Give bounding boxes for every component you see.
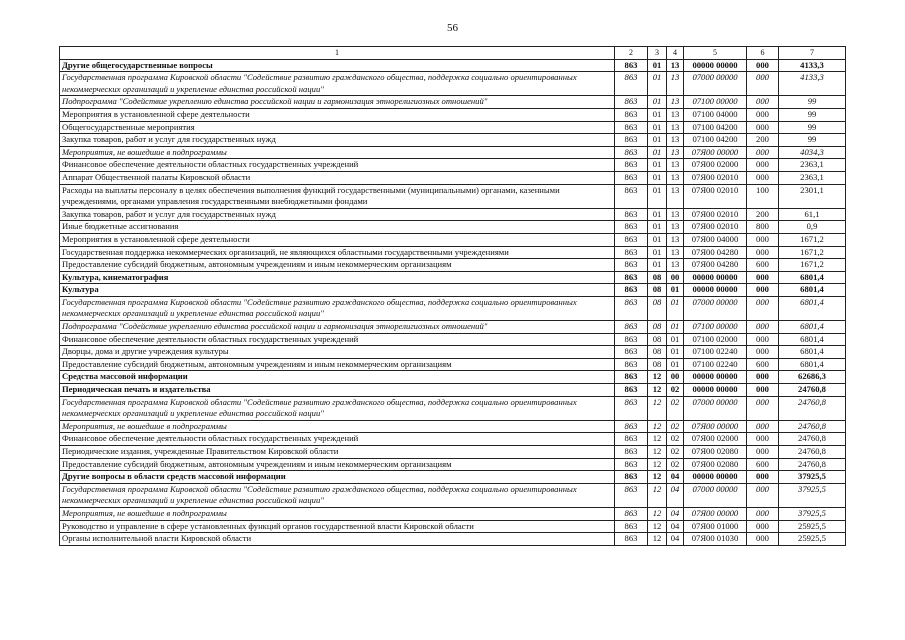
row-section-code: 12	[648, 471, 667, 484]
row-subsection-code: 01	[667, 333, 684, 346]
row-target-code: 00000 00000	[684, 59, 747, 72]
row-subsection-code: 02	[667, 384, 684, 397]
row-admin-code: 863	[615, 108, 648, 121]
row-section-code: 01	[648, 233, 667, 246]
table-row	[60, 171, 846, 184]
row-admin-code: 863	[615, 384, 648, 397]
row-amount: 37925,5	[779, 507, 846, 520]
row-subsection-code: 13	[667, 233, 684, 246]
col-header-7: 7	[779, 47, 846, 60]
page-number: 56	[447, 22, 458, 34]
row-target-code: 07Я00 01030	[684, 533, 747, 546]
row-name-cell: Государственная поддержка некоммерческих организаций, не являющихся областными государственными учреждениями	[60, 246, 615, 259]
row-section-code: 01	[648, 246, 667, 259]
row-target-code: 00000 00000	[684, 271, 747, 284]
row-section-code: 08	[648, 321, 667, 334]
row-admin-code: 863	[615, 284, 648, 297]
row-expense-type: 000	[747, 246, 779, 259]
row-name-cell: Подпрограмма "Содействие укреплению единства российской нации и гармонизация этнорелигиозных отношений"	[60, 96, 615, 109]
row-subsection-code: 13	[667, 134, 684, 147]
row-amount: 25925,5	[779, 533, 846, 546]
row-admin-code: 863	[615, 146, 648, 159]
row-amount: 62686,3	[779, 371, 846, 384]
row-target-code: 07Я00 04280	[684, 259, 747, 272]
row-subsection-code: 02	[667, 420, 684, 433]
row-target-code: 07000 00000	[684, 296, 747, 320]
row-name-cell: Подпрограмма "Содействие укреплению единства российской нации и гармонизация этнорелигиозных отношений"	[60, 321, 615, 334]
row-subsection-code: 13	[667, 96, 684, 109]
row-amount: 1671,2	[779, 246, 846, 259]
row-expense-type: 000	[747, 233, 779, 246]
table-row	[60, 433, 846, 446]
row-subsection-code: 01	[667, 358, 684, 371]
row-section-code: 01	[648, 171, 667, 184]
row-admin-code: 863	[615, 507, 648, 520]
row-admin-code: 863	[615, 246, 648, 259]
table-row	[60, 371, 846, 384]
row-target-code: 07Я00 02010	[684, 221, 747, 234]
row-expense-type: 000	[747, 296, 779, 320]
row-expense-type: 000	[747, 371, 779, 384]
row-name-cell: Расходы на выплаты персоналу в целях обеспечения выполнения функций государственными (муниципальными) органами, казенными учреждениями, органами управления государственными внебюджетными фондами	[60, 184, 615, 208]
row-section-code: 01	[648, 146, 667, 159]
row-section-code: 01	[648, 121, 667, 134]
table-row	[60, 296, 846, 320]
row-amount: 24760,8	[779, 458, 846, 471]
row-subsection-code: 13	[667, 146, 684, 159]
row-name-cell: Государственная программа Кировской области "Содействие развитию гражданского общества, поддержка социально ориентированных некоммерческих организаций и укрепление единства российской нации"	[60, 72, 615, 96]
col-header-3: 3	[648, 47, 667, 60]
row-admin-code: 863	[615, 96, 648, 109]
row-section-code: 08	[648, 358, 667, 371]
col-header-2: 2	[615, 47, 648, 60]
row-expense-type: 000	[747, 121, 779, 134]
row-admin-code: 863	[615, 233, 648, 246]
row-amount: 1671,2	[779, 233, 846, 246]
row-name-cell: Финансовое обеспечение деятельности областных государственных учреждений	[60, 333, 615, 346]
row-section-code: 01	[648, 108, 667, 121]
row-name-cell: Другие общегосударственные вопросы	[60, 59, 615, 72]
col-header-4: 4	[667, 47, 684, 60]
row-admin-code: 863	[615, 533, 648, 546]
row-name-cell: Культура, кинематография	[60, 271, 615, 284]
row-amount: 4034,3	[779, 146, 846, 159]
row-target-code: 07Я00 00000	[684, 507, 747, 520]
row-subsection-code: 01	[667, 284, 684, 297]
row-expense-type: 000	[747, 271, 779, 284]
row-subsection-code: 13	[667, 246, 684, 259]
row-section-code: 12	[648, 396, 667, 420]
table-row	[60, 507, 846, 520]
row-section-code: 12	[648, 420, 667, 433]
row-admin-code: 863	[615, 371, 648, 384]
row-expense-type: 000	[747, 396, 779, 420]
row-section-code: 12	[648, 533, 667, 546]
row-amount: 4133,3	[779, 72, 846, 96]
row-amount: 24760,8	[779, 433, 846, 446]
row-subsection-code: 04	[667, 471, 684, 484]
row-target-code: 07Я00 01000	[684, 520, 747, 533]
row-admin-code: 863	[615, 171, 648, 184]
row-subsection-code: 02	[667, 446, 684, 459]
row-subsection-code: 04	[667, 483, 684, 507]
row-name-cell: Предоставление субсидий бюджетным, автономным учреждениям и иным некоммерческим организациям	[60, 259, 615, 272]
row-section-code: 12	[648, 433, 667, 446]
row-section-code: 12	[648, 384, 667, 397]
row-amount: 6801,4	[779, 321, 846, 334]
row-name-cell: Руководство и управление в сфере установленных функций органов государственной власти Кировской области	[60, 520, 615, 533]
row-expense-type: 000	[747, 59, 779, 72]
row-expense-type: 000	[747, 321, 779, 334]
table-row	[60, 458, 846, 471]
row-admin-code: 863	[615, 59, 648, 72]
row-amount: 37925,5	[779, 483, 846, 507]
row-expense-type: 000	[747, 446, 779, 459]
row-target-code: 00000 00000	[684, 384, 747, 397]
row-name-cell: Аппарат Общественной палаты Кировской области	[60, 171, 615, 184]
row-section-code: 08	[648, 296, 667, 320]
row-name-cell: Закупка товаров, работ и услуг для государственных нужд	[60, 134, 615, 147]
row-amount: 2363,1	[779, 159, 846, 172]
table-row	[60, 121, 846, 134]
table-row	[60, 346, 846, 359]
row-admin-code: 863	[615, 259, 648, 272]
row-target-code: 07000 00000	[684, 396, 747, 420]
row-subsection-code: 13	[667, 59, 684, 72]
table-row	[60, 483, 846, 507]
row-admin-code: 863	[615, 346, 648, 359]
row-admin-code: 863	[615, 433, 648, 446]
row-amount: 24760,8	[779, 396, 846, 420]
row-expense-type: 200	[747, 134, 779, 147]
row-name-cell: Средства массовой информации	[60, 371, 615, 384]
row-amount: 99	[779, 108, 846, 121]
row-amount: 99	[779, 134, 846, 147]
row-target-code: 07Я00 02080	[684, 446, 747, 459]
row-target-code: 00000 00000	[684, 284, 747, 297]
table-row	[60, 358, 846, 371]
row-target-code: 07100 02240	[684, 358, 747, 371]
row-name-cell: Органы исполнительной власти Кировской области	[60, 533, 615, 546]
table-row	[60, 284, 846, 297]
row-name-cell: Государственная программа Кировской области "Содействие развитию гражданского общества, поддержка социально ориентированных некоммерческих организаций и укрепление единства российской нации"	[60, 396, 615, 420]
table-row	[60, 321, 846, 334]
row-target-code: 07Я00 00000	[684, 420, 747, 433]
row-expense-type: 000	[747, 333, 779, 346]
row-expense-type: 000	[747, 507, 779, 520]
row-target-code: 07Я00 02010	[684, 184, 747, 208]
row-amount: 24760,8	[779, 384, 846, 397]
row-expense-type: 000	[747, 146, 779, 159]
row-name-cell: Предоставление субсидий бюджетным, автономным учреждениям и иным некоммерческим организациям	[60, 358, 615, 371]
row-expense-type: 000	[747, 433, 779, 446]
row-target-code: 07100 02000	[684, 333, 747, 346]
row-subsection-code: 13	[667, 259, 684, 272]
row-expense-type: 000	[747, 384, 779, 397]
row-admin-code: 863	[615, 221, 648, 234]
row-subsection-code: 01	[667, 321, 684, 334]
row-target-code: 07100 00000	[684, 96, 747, 109]
row-name-cell: Мероприятия в установленной сфере деятельности	[60, 108, 615, 121]
row-name-cell: Мероприятия, не вошедшие в подпрограммы	[60, 420, 615, 433]
row-amount: 37925,5	[779, 471, 846, 484]
row-subsection-code: 00	[667, 271, 684, 284]
row-target-code: 07Я00 04280	[684, 246, 747, 259]
row-amount: 99	[779, 121, 846, 134]
row-target-code: 00000 00000	[684, 471, 747, 484]
table-row	[60, 72, 846, 96]
row-target-code: 07Я00 04000	[684, 233, 747, 246]
row-name-cell: Государственная программа Кировской области "Содействие развитию гражданского общества, поддержка социально ориентированных некоммерческих организаций и укрепление единства российской нации"	[60, 296, 615, 320]
table-row	[60, 208, 846, 221]
row-admin-code: 863	[615, 296, 648, 320]
row-expense-type: 600	[747, 358, 779, 371]
row-section-code: 12	[648, 371, 667, 384]
row-expense-type: 000	[747, 471, 779, 484]
row-admin-code: 863	[615, 358, 648, 371]
row-subsection-code: 01	[667, 296, 684, 320]
row-subsection-code: 02	[667, 433, 684, 446]
row-target-code: 07Я00 02010	[684, 208, 747, 221]
row-section-code: 08	[648, 271, 667, 284]
row-admin-code: 863	[615, 458, 648, 471]
row-amount: 2301,1	[779, 184, 846, 208]
row-section-code: 12	[648, 520, 667, 533]
row-admin-code: 863	[615, 396, 648, 420]
row-amount: 24760,8	[779, 446, 846, 459]
budget-table	[59, 46, 846, 546]
row-target-code: 07000 00000	[684, 72, 747, 96]
row-name-cell: Иные бюджетные ассигнования	[60, 221, 615, 234]
col-header-1: 1	[60, 47, 615, 60]
row-subsection-code: 13	[667, 171, 684, 184]
row-admin-code: 863	[615, 208, 648, 221]
row-section-code: 08	[648, 333, 667, 346]
table-row	[60, 134, 846, 147]
row-name-cell: Финансовое обеспечение деятельности областных государственных учреждений	[60, 433, 615, 446]
row-amount: 6801,4	[779, 346, 846, 359]
row-subsection-code: 00	[667, 371, 684, 384]
row-subsection-code: 13	[667, 121, 684, 134]
row-name-cell: Другие вопросы в области средств массовой информации	[60, 471, 615, 484]
row-admin-code: 863	[615, 159, 648, 172]
table-row	[60, 108, 846, 121]
row-name-cell: Общегосударственные мероприятия	[60, 121, 615, 134]
row-amount: 25925,5	[779, 520, 846, 533]
row-expense-type: 000	[747, 533, 779, 546]
col-header-6: 6	[747, 47, 779, 60]
row-amount: 6801,4	[779, 284, 846, 297]
row-section-code: 12	[648, 483, 667, 507]
row-target-code: 07Я00 02010	[684, 171, 747, 184]
row-expense-type: 800	[747, 221, 779, 234]
row-section-code: 01	[648, 259, 667, 272]
row-subsection-code: 04	[667, 520, 684, 533]
table-row	[60, 221, 846, 234]
row-section-code: 01	[648, 208, 667, 221]
row-expense-type: 100	[747, 184, 779, 208]
row-amount: 61,1	[779, 208, 846, 221]
table-row	[60, 233, 846, 246]
row-name-cell: Мероприятия, не вошедшие в подпрограммы	[60, 507, 615, 520]
row-target-code: 07Я00 02080	[684, 458, 747, 471]
row-amount: 24760,8	[779, 420, 846, 433]
row-name-cell: Мероприятия в установленной сфере деятельности	[60, 233, 615, 246]
row-subsection-code: 01	[667, 346, 684, 359]
row-expense-type: 000	[747, 483, 779, 507]
row-admin-code: 863	[615, 446, 648, 459]
row-subsection-code: 13	[667, 221, 684, 234]
row-target-code: 07Я00 02000	[684, 433, 747, 446]
table-row	[60, 384, 846, 397]
table-row	[60, 271, 846, 284]
row-admin-code: 863	[615, 420, 648, 433]
row-target-code: 07000 00000	[684, 483, 747, 507]
row-target-code: 07100 04200	[684, 134, 747, 147]
row-admin-code: 863	[615, 271, 648, 284]
table-row	[60, 159, 846, 172]
row-expense-type: 200	[747, 208, 779, 221]
row-target-code: 07100 04200	[684, 121, 747, 134]
row-amount: 6801,4	[779, 271, 846, 284]
row-subsection-code: 13	[667, 159, 684, 172]
row-name-cell: Периодическая печать и издательства	[60, 384, 615, 397]
row-admin-code: 863	[615, 72, 648, 96]
row-name-cell: Предоставление субсидий бюджетным, автономным учреждениям и иным некоммерческим организациям	[60, 458, 615, 471]
row-subsection-code: 02	[667, 396, 684, 420]
row-amount: 2363,1	[779, 171, 846, 184]
row-amount: 0,9	[779, 221, 846, 234]
row-expense-type: 000	[747, 72, 779, 96]
row-expense-type: 000	[747, 96, 779, 109]
row-name-cell: Закупка товаров, работ и услуг для государственных нужд	[60, 208, 615, 221]
row-target-code: 07100 02240	[684, 346, 747, 359]
row-subsection-code: 13	[667, 72, 684, 96]
row-expense-type: 600	[747, 458, 779, 471]
row-expense-type: 000	[747, 520, 779, 533]
row-target-code: 00000 00000	[684, 371, 747, 384]
row-expense-type: 000	[747, 284, 779, 297]
row-target-code: 07Я00 02000	[684, 159, 747, 172]
row-amount: 6801,4	[779, 296, 846, 320]
row-amount: 1671,2	[779, 259, 846, 272]
table-row	[60, 96, 846, 109]
table-row	[60, 184, 846, 208]
header-row	[60, 47, 846, 60]
row-name-cell: Периодические издания, учрежденные Правительством Кировской области	[60, 446, 615, 459]
table-row	[60, 59, 846, 72]
table-row	[60, 146, 846, 159]
table-row	[60, 396, 846, 420]
row-section-code: 01	[648, 96, 667, 109]
row-section-code: 12	[648, 507, 667, 520]
row-expense-type: 000	[747, 108, 779, 121]
row-name-cell: Финансовое обеспечение деятельности областных государственных учреждений	[60, 159, 615, 172]
row-name-cell: Дворцы, дома и другие учреждения культуры	[60, 346, 615, 359]
table-row	[60, 333, 846, 346]
row-admin-code: 863	[615, 471, 648, 484]
row-amount: 99	[779, 96, 846, 109]
table-row	[60, 420, 846, 433]
row-name-cell: Культура	[60, 284, 615, 297]
row-expense-type: 000	[747, 346, 779, 359]
row-section-code: 08	[648, 284, 667, 297]
row-section-code: 01	[648, 72, 667, 96]
row-amount: 6801,4	[779, 358, 846, 371]
row-admin-code: 863	[615, 121, 648, 134]
row-subsection-code: 13	[667, 108, 684, 121]
row-section-code: 01	[648, 184, 667, 208]
row-admin-code: 863	[615, 321, 648, 334]
row-section-code: 01	[648, 221, 667, 234]
row-subsection-code: 04	[667, 507, 684, 520]
table-row	[60, 446, 846, 459]
row-admin-code: 863	[615, 134, 648, 147]
row-name-cell: Государственная программа Кировской области "Содействие развитию гражданского общества, поддержка социально ориентированных некоммерческих организаций и укрепление единства российской нации"	[60, 483, 615, 507]
row-amount: 4133,3	[779, 59, 846, 72]
row-expense-type: 600	[747, 259, 779, 272]
row-section-code: 01	[648, 59, 667, 72]
row-subsection-code: 13	[667, 184, 684, 208]
row-target-code: 07100 04000	[684, 108, 747, 121]
row-section-code: 12	[648, 458, 667, 471]
row-expense-type: 000	[747, 159, 779, 172]
col-header-5: 5	[684, 47, 747, 60]
row-admin-code: 863	[615, 333, 648, 346]
table-row	[60, 259, 846, 272]
row-subsection-code: 13	[667, 208, 684, 221]
row-admin-code: 863	[615, 520, 648, 533]
row-expense-type: 000	[747, 171, 779, 184]
row-expense-type: 000	[747, 420, 779, 433]
row-section-code: 12	[648, 446, 667, 459]
row-section-code: 01	[648, 134, 667, 147]
row-subsection-code: 02	[667, 458, 684, 471]
table-row	[60, 246, 846, 259]
row-section-code: 08	[648, 346, 667, 359]
table-row	[60, 471, 846, 484]
row-target-code: 07Я00 00000	[684, 146, 747, 159]
table-row	[60, 533, 846, 546]
row-subsection-code: 04	[667, 533, 684, 546]
table-row	[60, 520, 846, 533]
row-target-code: 07100 00000	[684, 321, 747, 334]
row-section-code: 01	[648, 159, 667, 172]
row-admin-code: 863	[615, 483, 648, 507]
row-name-cell: Мероприятия, не вошедшие в подпрограммы	[60, 146, 615, 159]
row-amount: 6801,4	[779, 333, 846, 346]
row-admin-code: 863	[615, 184, 648, 208]
